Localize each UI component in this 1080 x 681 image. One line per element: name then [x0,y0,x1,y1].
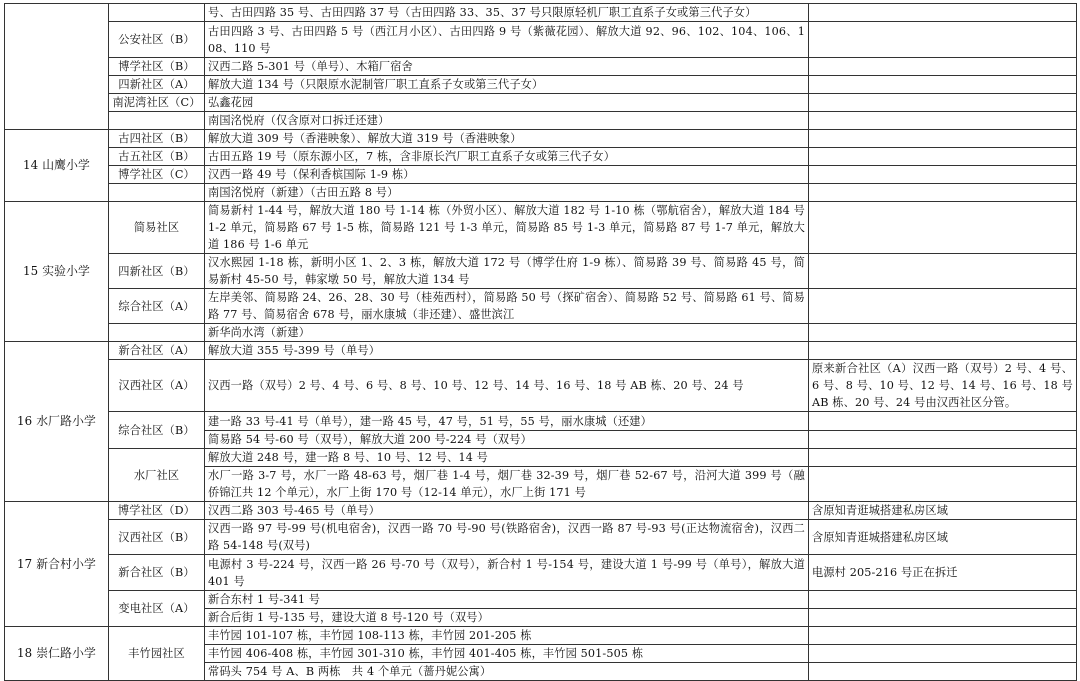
community-cell: 综合社区（A） [109,289,205,324]
address-cell: 新华尚水湾（新建） [205,324,809,342]
address-cell: 南国洺悦府（新建）（古田五路 8 号） [205,184,809,202]
address-cell: 解放大道 355 号-399 号（单号） [205,342,809,360]
remark-cell [809,342,1077,360]
remark-cell: 电源村 205-216 号正在拆迁 [809,555,1077,591]
community-cell: 古四社区（B） [109,130,205,148]
address-cell: 常码头 754 号 A、B 两栋 共 4 个单元（蔷丹妮公寓） [205,663,809,681]
table-row [5,254,1077,289]
table-row [5,148,1077,166]
table-row [5,502,1077,520]
remark-cell: 含原知青逛城搭建私房区域 [809,502,1077,520]
table-row [5,130,1077,148]
table-row [5,94,1077,112]
address-cell: 南国洺悦府（仅含原对口拆迁还建） [205,112,809,130]
remark-cell: 含原知青逛城搭建私房区域 [809,520,1077,555]
remark-cell [809,289,1077,324]
address-cell: 古田四路 3 号、古田四路 5 号（西江月小区）、古田四路 9 号（紫薇花园）、解放大道 92、96、102、104、106、108、110 号 [205,22,809,58]
community-cell: 新合社区（A） [109,342,205,360]
address-cell: 解放大道 248 号，建一路 8 号、10 号、12 号、14 号 [205,449,809,467]
address-cell: 新合东村 1 号-341 号 [205,591,809,609]
community-cell [109,184,205,202]
address-cell: 水厂一路 3-7 号，水厂一路 48-63 号，烟厂巷 1-4 号，烟厂巷 32-39 号，烟厂巷 52-67 号，沿河大道 399 号（融侨锦江共 12 个单元），水厂上街 170 号（12-14 单元），水厂上街 171 号 [205,467,809,502]
community-cell: 南泥湾社区（C） [109,94,205,112]
remark-cell [809,76,1077,94]
table-row [5,22,1077,58]
school-name-cell [5,4,109,130]
remark-cell: 原来新合社区（A）汉西一路（双号）2 号、4 号、6 号、8 号、10 号、12 号、14 号、16 号、18 号 AB 栋、20 号、24 号由汉西社区分管。 [809,360,1077,412]
remark-cell [809,148,1077,166]
remark-cell [809,166,1077,184]
remark-cell [809,609,1077,627]
address-cell: 丰竹园 101-107 栋，丰竹园 108-113 栋，丰竹园 201-205 栋 [205,627,809,645]
address-cell: 汉水熙园 1-18 栋，新明小区 1、2、3 栋，解放大道 172 号（博学仕府 1-9 栋）、简易路 39 号、简易路 45 号，简易新村 45-50 号，韩家墩 50 号，解放大道 134 号 [205,254,809,289]
community-cell: 博学社区（B） [109,58,205,76]
school-district-table [4,3,1077,681]
remark-cell [809,254,1077,289]
remark-cell [809,130,1077,148]
remark-cell [809,22,1077,58]
community-cell: 变电社区（A） [109,591,205,627]
remark-cell [809,663,1077,681]
address-cell: 古田五路 19 号（原东源小区，7 栋，含非原长汽厂职工直系子女或第三代子女） [205,148,809,166]
table-row [5,555,1077,591]
remark-cell [809,431,1077,449]
community-cell: 水厂社区 [109,449,205,502]
community-cell: 汉西社区（A） [109,360,205,412]
community-cell: 博学社区（C） [109,166,205,184]
address-cell: 丰竹园 406-408 栋，丰竹园 301-310 栋，丰竹园 401-405 栋，丰竹园 501-505 栋 [205,645,809,663]
remark-cell [809,449,1077,467]
community-cell: 四新社区（B） [109,254,205,289]
table-row [5,76,1077,94]
remark-cell [809,627,1077,645]
table-body [5,4,1077,681]
community-cell: 博学社区（D） [109,502,205,520]
remark-cell [809,467,1077,502]
community-cell: 丰竹园社区 [109,627,205,681]
table-row [5,58,1077,76]
remark-cell [809,112,1077,130]
table-row [5,449,1077,467]
address-cell: 简易路 54 号-60 号（双号），解放大道 200 号-224 号（双号） [205,431,809,449]
table-row [5,289,1077,324]
community-cell: 简易社区 [109,202,205,254]
community-cell: 公安社区（B） [109,22,205,58]
table-row [5,627,1077,645]
address-cell: 左岸美邻、简易路 24、26、28、30 号（桂苑西村），简易路 50 号（探矿宿舍）、简易路 52 号、简易路 61 号、简易路 77 号、简易宿舍 678 号，丽水康城（非还建）、盛世滨江 [205,289,809,324]
table-row [5,412,1077,431]
address-cell: 解放大道 134 号（只限原水泥制管厂职工直系子女或第三代子女） [205,76,809,94]
school-name-cell: 18 崇仁路小学 [5,627,109,681]
address-cell: 简易新村 1-44 号，解放大道 180 号 1-14 栋（外贸小区）、解放大道 182 号 1-10 栋（鄂航宿舍），解放大道 184 号 1-2 单元，简易路 67 号 1-5 栋，简易路 121 号 1-3 单元，简易路 85 号 1-3 单元，简易路 87 号 1-7 单元，解放大道 186 号 1-6 单元 [205,202,809,254]
address-cell: 汉西二路 5-301 号（单号）、木箱厂宿舍 [205,58,809,76]
community-cell: 新合社区（B） [109,555,205,591]
address-cell: 汉西一路（双号）2 号、4 号、6 号、8 号、10 号、12 号、14 号、16 号、18 号 AB 栋、20 号、24 号 [205,360,809,412]
remark-cell [809,184,1077,202]
address-cell: 号、古田四路 35 号、古田四路 37 号（古田四路 33、35、37 号只限原轻机厂职工直系子女或第三代子女） [205,4,809,22]
community-cell: 古五社区（B） [109,148,205,166]
table-row [5,184,1077,202]
table-row [5,342,1077,360]
school-name-cell: 16 水厂路小学 [5,342,109,502]
address-cell: 汉西二路 303 号-465 号（单号） [205,502,809,520]
table-row [5,4,1077,22]
remark-cell [809,645,1077,663]
school-name-cell: 14 山鹰小学 [5,130,109,202]
remark-cell [809,58,1077,76]
table-row [5,520,1077,555]
table-row [5,324,1077,342]
community-cell [109,112,205,130]
remark-cell [809,4,1077,22]
table-row [5,112,1077,130]
community-cell [109,4,205,22]
address-cell: 建一路 33 号-41 号（单号），建一路 45 号，47 号，51 号，55 号，丽水康城（还建） [205,412,809,431]
remark-cell [809,412,1077,431]
community-cell: 综合社区（B） [109,412,205,449]
table-row [5,166,1077,184]
school-name-cell: 15 实验小学 [5,202,109,342]
address-cell: 解放大道 309 号（香港映象）、解放大道 319 号（香港映象） [205,130,809,148]
address-cell: 汉西一路 49 号（保利香槟国际 1-9 栋） [205,166,809,184]
address-cell: 电源村 3 号-224 号，汉西一路 26 号-70 号（双号），新合村 1 号-154 号，建设大道 1 号-99 号（单号），解放大道 401 号 [205,555,809,591]
address-cell: 新合后街 1 号-135 号，建设大道 8 号-120 号（双号） [205,609,809,627]
table-row [5,591,1077,609]
table-row [5,202,1077,254]
remark-cell [809,94,1077,112]
remark-cell [809,202,1077,254]
community-cell [109,324,205,342]
remark-cell [809,324,1077,342]
community-cell: 四新社区（A） [109,76,205,94]
community-cell: 汉西社区（B） [109,520,205,555]
table-row [5,360,1077,412]
address-cell: 汉西一路 97 号-99 号(机电宿舍)，汉西一路 70 号-90 号(铁路宿舍)，汉西一路 87 号-93 号(正达物流宿舍)，汉西二路 54-148 号(双号) [205,520,809,555]
address-cell: 弘鑫花园 [205,94,809,112]
remark-cell [809,591,1077,609]
school-name-cell: 17 新合村小学 [5,502,109,627]
